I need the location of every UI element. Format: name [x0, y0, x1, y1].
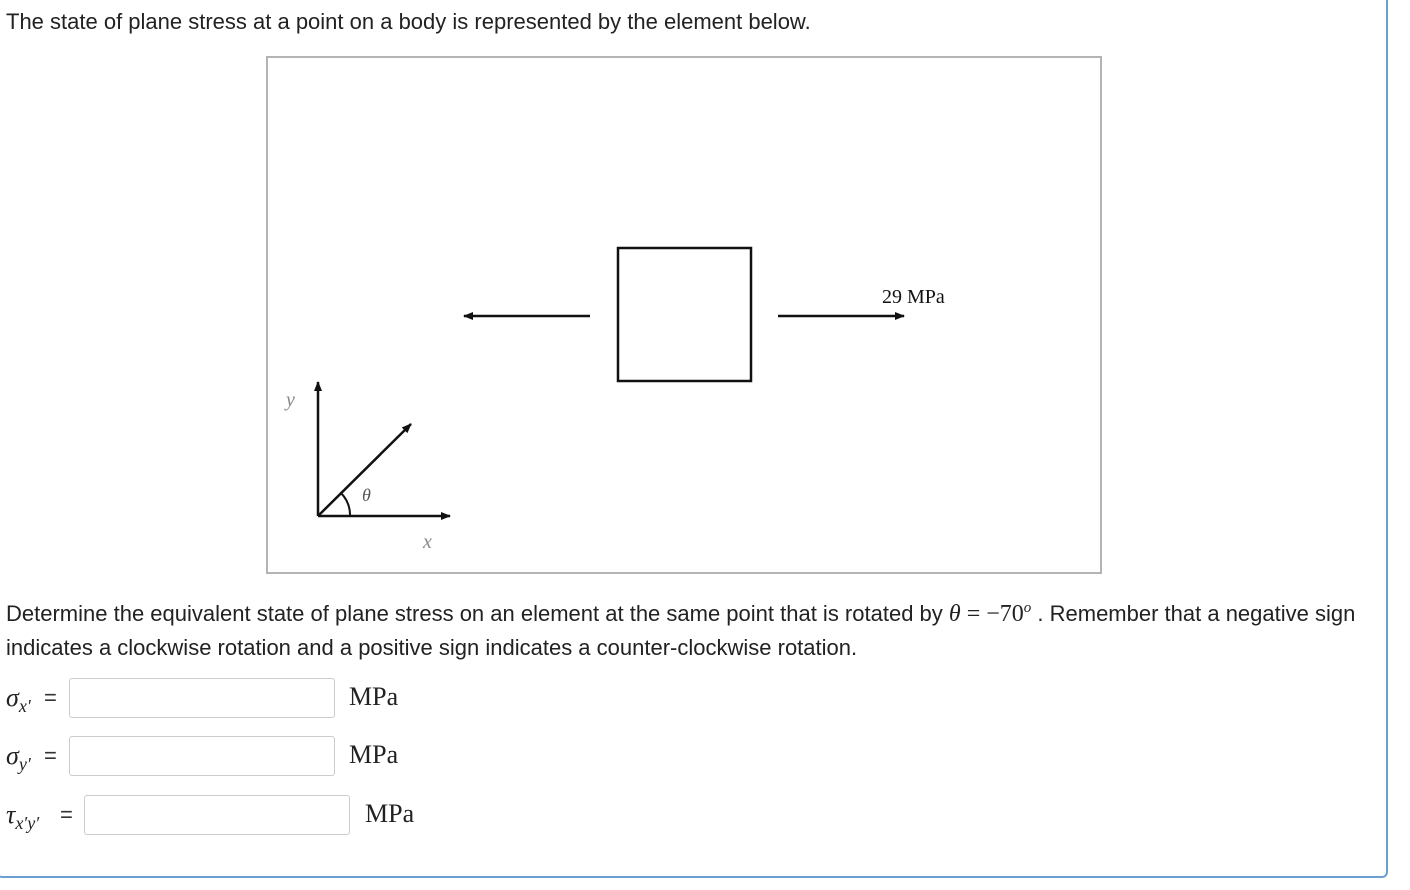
- sigma-y-equals: =: [44, 743, 57, 768]
- sigma-x-unit: MPa: [349, 682, 399, 711]
- stress-element-square: [618, 248, 751, 381]
- tau-xy-unit: MPa: [365, 799, 415, 828]
- tau-xy-symbol: [6, 799, 39, 839]
- sigma-y-symbol-char: σ: [6, 741, 19, 770]
- angle-arc: [341, 493, 350, 516]
- sigma-x-symbol-char: σ: [6, 683, 19, 712]
- question-part-1: Determine the equivalent state of plane stress on an element at the same point that is rotated by: [6, 601, 949, 626]
- answer-row-sigma-y: [0, 736, 420, 778]
- stress-element-figure: [266, 56, 1102, 574]
- y-axis-label: y: [286, 389, 295, 411]
- question-text: [6, 591, 1376, 665]
- sigma-x-subscript: x′: [18, 696, 31, 716]
- question-part-2: . Remember that a negative sign indicates a clockwise rotation and a positive sign indicates a counter-clockwise rotation.: [6, 601, 1356, 660]
- sigma-y-symbol: [6, 740, 31, 780]
- sigma-x-equals: =: [44, 685, 57, 710]
- x-axis-label: x: [423, 531, 432, 553]
- intro-text: The state of plane stress at a point on a body is represented by the element below.: [6, 9, 811, 34]
- sigma-x-input[interactable]: [69, 678, 335, 718]
- tau-xy-subscript: x′y′: [15, 813, 40, 833]
- answer-row-sigma-x: [0, 678, 420, 720]
- sigma-y-unit: MPa: [349, 740, 399, 769]
- stress-magnitude-label: 29 MPa: [882, 286, 945, 308]
- tau-xy-symbol-char: τ: [6, 800, 16, 829]
- tau-xy-equals: =: [60, 802, 73, 827]
- theta-expression: [949, 601, 1031, 627]
- tau-xy-input[interactable]: [84, 795, 350, 835]
- theta-label: θ: [362, 485, 371, 505]
- answer-row-tau-xy: [0, 795, 440, 837]
- equals-sign: =: [960, 601, 987, 627]
- stress-diagram: [268, 58, 1100, 572]
- degree-superscript: o: [1023, 600, 1032, 616]
- theta-value: −70: [986, 601, 1024, 627]
- sigma-x-symbol: [6, 682, 31, 722]
- sigma-y-input[interactable]: [69, 736, 335, 776]
- theta-symbol: θ: [948, 601, 961, 627]
- sigma-y-subscript: y′: [18, 754, 31, 774]
